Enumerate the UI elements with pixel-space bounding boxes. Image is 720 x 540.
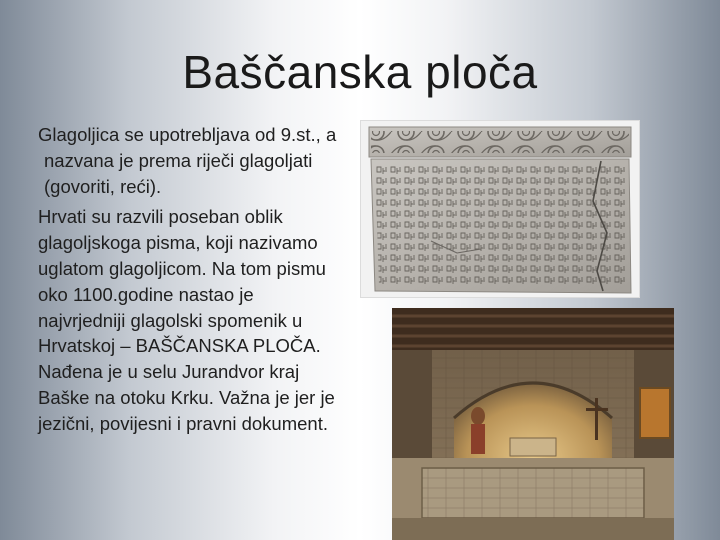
church-interior-photo: [392, 308, 674, 540]
baska-tablet-photo: [360, 120, 640, 298]
tablet-image: [361, 121, 639, 297]
church-image: [392, 308, 674, 540]
paragraph-glagoljica: Glagoljica se upotrebljava od 9.st., a nazvana je prema riječi glagoljati (govoriti, reći).: [38, 124, 337, 197]
slide-title: Baščanska ploča: [182, 46, 538, 98]
slide-body: [38, 122, 338, 442]
paragraph-baska-tablet: Hrvati su razvili poseban oblik glagoljskoga pisma, koji nazivamo uglatom glagoljicom. Na tom pismu oko 1100.godine nastao je najvrjedniji glagolski spomenik u Hrvatskoj – BAŠČANSKA PLOČA. Nađena je u selu Jurandvor kraj Baške na otoku Krku. Važna je jer je jezični, povijesni i pravni dokument.: [38, 206, 335, 434]
